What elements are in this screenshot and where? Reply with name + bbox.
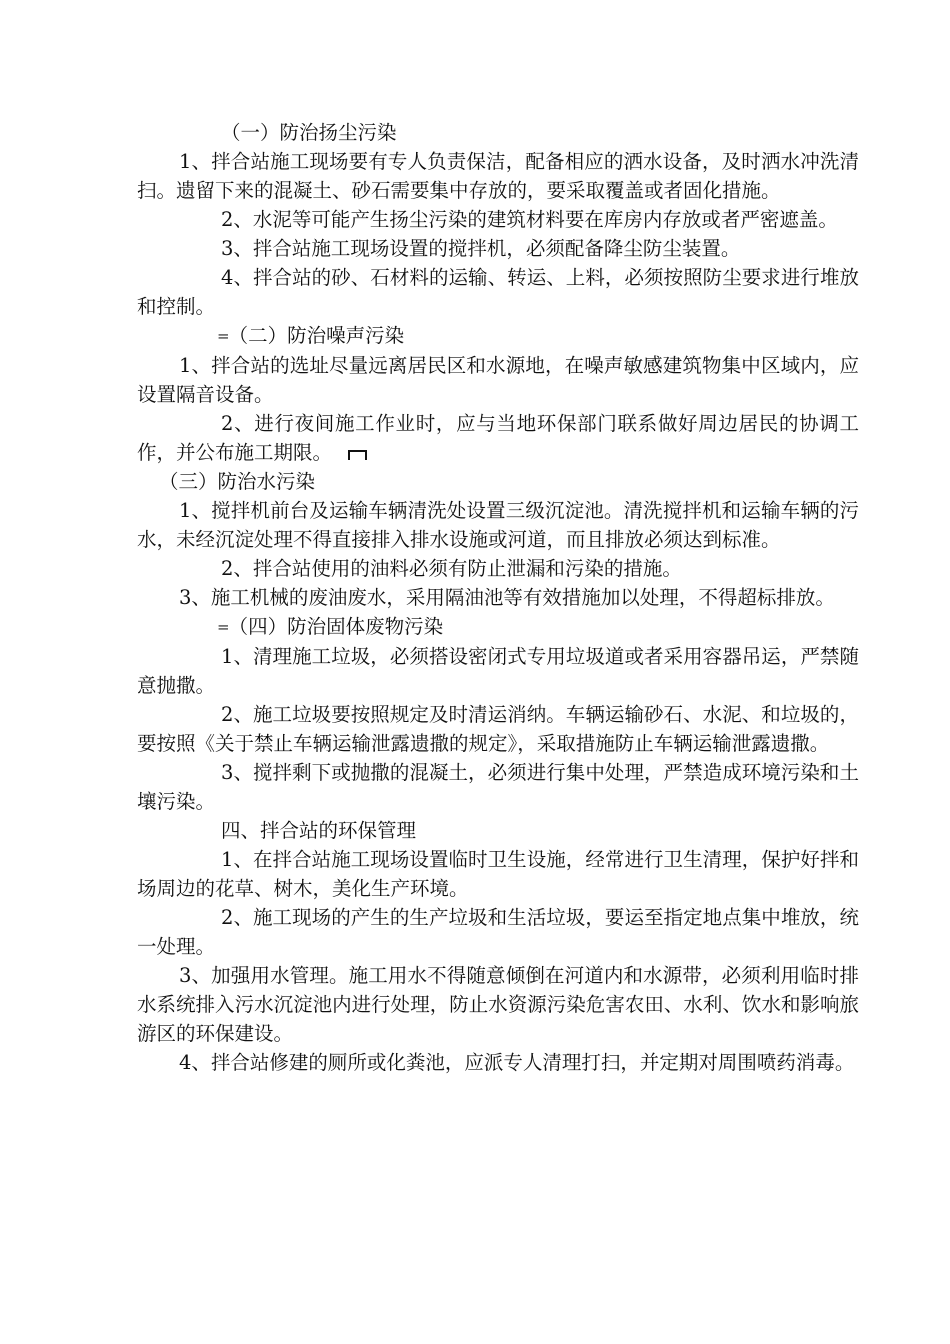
- paragraph: 1、拌合站施工现场要有专人负责保洁，配备相应的洒水设备，及时洒水冲洗清扫。遗留下来的混凝土、砂石需要集中存放的，要采取覆盖或者固化措施。: [137, 150, 859, 202]
- heading-solid-waste: [137, 612, 859, 642]
- paragraph: 1、清理施工垃圾，必须搭设密闭式专用垃圾道或者采用容器吊运，严禁随意抛撒。: [137, 645, 859, 697]
- paragraph-text: 2、进行夜间施工作业时，应与当地环保部门联系做好周边居民的协调工作，并公布施工期限。: [137, 412, 859, 464]
- paragraph: 1、搅拌机前台及运输车辆清洗处设置三级沉淀池。清洗搅拌机和运输车辆的污水，未经沉淀处理不得直接排入排水设施或河道，而且排放必须达到标准。: [137, 499, 859, 551]
- document-page: [137, 118, 859, 1077]
- paragraph: 2、水泥等可能产生扬尘污染的建筑材料要在库房内存放或者严密遮盖。: [221, 208, 838, 231]
- paragraph: 3、加强用水管理。施工用水不得随意倾倒在河道内和水源带，必须利用临时排水系统排入污水沉淀池内进行处理，防止水资源污染危害农田、水利、饮水和影响旅游区的环保建设。: [137, 964, 859, 1045]
- heading-water: （三）防治水污染: [159, 470, 316, 493]
- mark-glyph: =: [217, 327, 227, 345]
- paragraph: [137, 409, 859, 467]
- heading-text: （四）防治固体废物污染: [228, 615, 444, 638]
- mark-glyph: =: [217, 618, 227, 636]
- paragraph: 1、拌合站的选址尽量远离居民区和水源地，在噪声敏感建筑物集中区域内，应设置隔音设备。: [137, 354, 859, 406]
- paragraph: 2、施工现场的产生的生产垃圾和生活垃圾，要运至指定地点集中堆放，统一处理。: [137, 906, 859, 958]
- paragraph: 1、在拌合站施工现场设置临时卫生设施，经常进行卫生清理，保护好拌和场周边的花草、树木，美化生产环境。: [137, 848, 859, 900]
- paragraph: 2、拌合站使用的油料必须有防止泄漏和污染的措施。: [221, 557, 682, 580]
- heading-management: 四、拌合站的环保管理: [221, 819, 417, 842]
- heading-text: （二）防治噪声污染: [228, 324, 405, 347]
- paragraph: 3、搅拌剩下或抛撒的混凝土，必须进行集中处理，严禁造成环境污染和土壤污染。: [137, 761, 859, 813]
- heading-noise: [137, 321, 859, 351]
- paragraph: 3、施工机械的废油废水，采用隔油池等有效措施加以处理，不得超标排放。: [179, 586, 835, 609]
- heading-dust: （一）防治扬尘污染: [221, 121, 397, 144]
- bracket-mark: [348, 450, 367, 460]
- paragraph: 2、施工垃圾要按照规定及时清运消纳。车辆运输砂石、水泥、和垃圾的，要按照《关于禁止车辆运输泄露遗撒的规定》，采取措施防止车辆运输泄露遗撒。: [137, 703, 859, 755]
- paragraph: 4、拌合站修建的厕所或化粪池，应派专人清理打扫，并定期对周围喷药消毒。: [179, 1051, 855, 1074]
- paragraph: 4、拌合站的砂、石材料的运输、转运、上料，必须按照防尘要求进行堆放和控制。: [137, 266, 859, 318]
- paragraph: 3、拌合站施工现场设置的搅拌机，必须配备降尘防尘装置。: [221, 237, 741, 260]
